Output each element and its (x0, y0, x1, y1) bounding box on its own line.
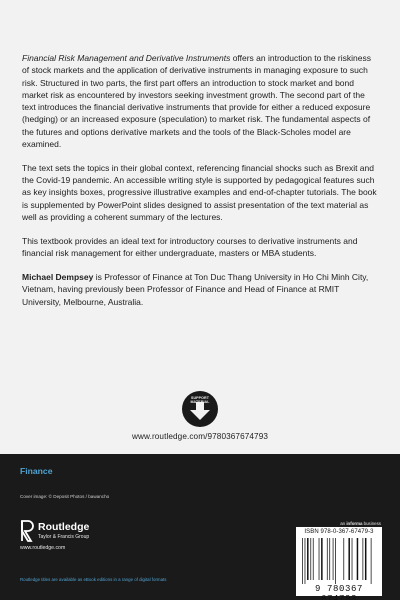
cover-image-credit: Cover image: © Deposit Photos / bawancho (20, 494, 110, 499)
informa-prefix: an (340, 521, 347, 526)
isbn-label: ISBN 978-0-367-67479-3 (304, 529, 374, 535)
blurb-paragraph-1 (22, 52, 378, 150)
ebook-availability-note: Routledge titles are available as eBook editions in a range of digital formats (20, 577, 167, 582)
publisher-group: Taylor & Francis Group (38, 534, 90, 540)
routledge-r-logo-icon (20, 520, 34, 542)
support-material-url[interactable]: www.routledge.com/9780367674793 (131, 432, 268, 441)
barcode-panel (296, 527, 382, 600)
book-title-italic: Financial Risk Management and Derivative Instruments (22, 53, 231, 63)
informa-suffix: business (362, 521, 381, 526)
support-material-label: SUPPORT MATERIAL (190, 396, 210, 404)
informa-brand: informa (346, 521, 363, 526)
barcode-icon (301, 538, 377, 584)
publisher-logo (20, 520, 130, 560)
author-bio-text: is Professor of Finance at Ton Duc Thang University in Ho Chi Minh City, Vietnam, having previously been Professor of Finance and Head of Finance at RMIT University, Melbourne, Australia. (22, 271, 369, 307)
author-bio (22, 271, 378, 308)
subject-category: Finance (20, 466, 53, 476)
support-material-badge (182, 391, 218, 427)
informa-business-label (305, 521, 381, 526)
blurb-text (22, 52, 378, 319)
blurb-paragraph-3: This textbook provides an ideal text for introductory courses to derivative instruments and financial risk management for either undergraduate, masters or MBA students. (22, 235, 358, 259)
publisher-name: Routledge (38, 521, 90, 533)
publisher-url[interactable]: www.routledge.com (20, 545, 66, 551)
barcode-digits: 9 780367 674793 (314, 584, 363, 600)
blurb-paragraph-1-body: offers an introduction to the riskiness of stock markets and the application of derivative instruments in managing exposure to such risk. Structured in two parts, the first part offers an introduction to stock market and bond market risk as encountered by investors seeking investment growth. The second part of the text introduces the financial derivative instruments that provide for either a reduced exposure (hedging) or an increased exposure (speculation) to market risk. The fundamental aspects of the futures and options derivative markets and the tools of the Black-Scholes model are examined. (22, 53, 371, 150)
blurb-paragraph-2: The text sets the topics in their global context, referencing financial shocks such as Brexit and the Covid-19 pandemic. An accessible writing style is supported by pedagogical features such as key insights boxes, progressive illustrative examples and end-of-chapter tutorials. The book is supplemented by PowerPoint slides designed to assist presentation of the text material as well as providing a coherent summary of the lectures. (22, 162, 377, 223)
author-name: Michael Dempsey (22, 271, 94, 282)
